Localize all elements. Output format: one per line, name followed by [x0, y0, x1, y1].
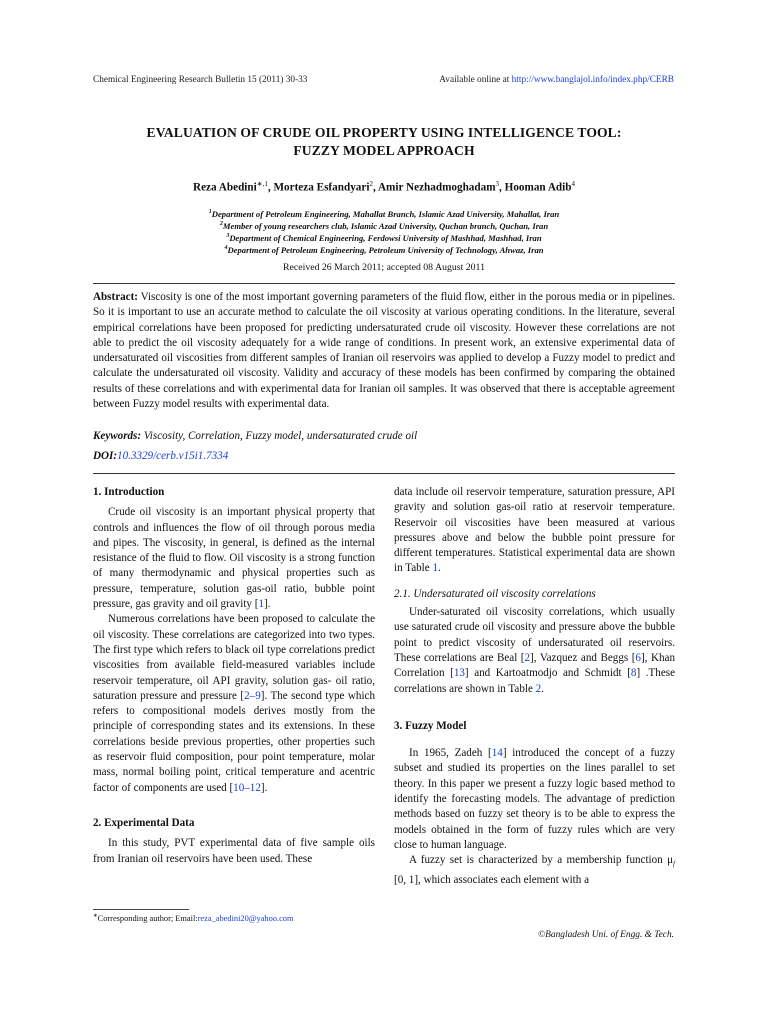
corresponding-author-footnote: ∗Corresponding author; Email:reza_abedini20@yahoo.com [93, 913, 294, 923]
journal-citation: Chemical Engineering Research Bulletin 15 (2011) 30-33 [93, 75, 308, 85]
author-name: Reza Abedini [193, 181, 257, 194]
copyright-notice: ©Bangladesh Uni. of Engg. & Tech. [538, 930, 674, 940]
fuzzy-paragraph-2: A fuzzy set is characterized by a membership function $\mu_f$ [0, 1], which associates each element with a [394, 854, 675, 886]
title-line-2: FUZZY MODEL APPROACH [293, 143, 475, 158]
abstract [93, 290, 675, 412]
fuzzy-paragraph-1: In 1965, Zadeh [14] introduced the concept of a fuzzy subset and studied its properties on the lines parallel to set theory. In this paper we present a fuzzy logic based method to identify the forecasting models. The advantage of prediction methods based on fuzzy set theory is to be able to express the models obtained in the form of fuzzy rules which are very close to human language. [394, 747, 675, 851]
author-list: Reza Abedini$^{∗,1}$, Morteza Esfandyari$^2$, Amir Nezhadmoghadam$^3$, Hooman Adib$^4$ [193, 180, 575, 194]
citation-link[interactable]: 6 [635, 651, 641, 664]
right-column [394, 485, 675, 888]
intro-paragraph-2: Numerous correlations have been proposed to calculate the oil viscosity. These correlations are categorized into two types. The first type which refers to black oil type correlations predict viscosities from available field-measured variables include reservoir temperature, oil API gravity, solution gas- oil ratio, saturation pressure and pressure [2–9]. The second type which refers to compositional models derives mostly from the principle of corresponding states and its extensions. In these correlations beside previous properties, other properties such as reservoir fluid composition, pour point temperature, molar mass, normal boiling point, critical temperature and acentric factor of components are used [10–12]. [93, 613, 375, 794]
section-heading-fuzzy: 3. Fuzzy Model [394, 719, 467, 732]
author-name: Morteza Esfandyari [273, 181, 370, 194]
citation-link[interactable]: 8 [630, 667, 637, 680]
author-name: Amir Nezhadmoghadam [377, 181, 496, 194]
intro-paragraph-1: Crude oil viscosity is an important physical property that controls and influences the flow of oil through porous media and pipes. The viscosity, in general, is defined as the internal resistance of the fluid to flow. Oil viscosity is a strong function of many thermodynamic and physical properties such as pressure, temperature, solution gas-oil ratio, bubble point pressure, gas gravity and oil gravity [1]. [93, 506, 375, 611]
subsection-2-1-paragraph: Under-saturated oil viscosity correlations, which usually use saturated crude oil viscosity and pressure above the bubble point to predict viscosity of undersaturated oil reservoirs. These correlations are Beal [2], Vazquez and Beggs [6], Khan Correlation [13] and Kartoatmodjo and Schmidt [8] .These correlations are shown in Table 2. [394, 606, 676, 695]
copyright-icon: © [538, 930, 546, 940]
subsection-heading-2-1: 2.1. Undersaturated oil viscosity correlations [394, 587, 596, 600]
availability-prefix: Available online at [439, 75, 512, 85]
section-heading-intro: 1. Introduction [93, 486, 165, 498]
affiliation-line: $^1$Department of Petroleum Engineering, Mahallat Branch, Islamic Azad University, Mahallat, Iran [208, 208, 560, 219]
paper-title [93, 124, 675, 160]
divider-top [93, 283, 675, 284]
section-heading-experimental: 2. Experimental Data [93, 816, 195, 829]
doi-label: DOI: [93, 450, 118, 462]
received-dates: Received 26 March 2011; accepted 08 August 2011 [283, 262, 485, 273]
doi [93, 450, 675, 462]
table-ref-link[interactable]: 2 [535, 682, 542, 695]
title-line-1: EVALUATION OF CRUDE OIL PROPERTY USING INTELLIGENCE TOOL: [146, 125, 622, 140]
author-sup: 4 [571, 180, 575, 188]
citation-link[interactable]: 2 [524, 651, 531, 664]
keywords [93, 430, 675, 442]
affiliation-line: $^4$Department of Petroleum Engineering, Petroleum University of Technology, Ahwaz, Iran [224, 245, 544, 256]
citation-link[interactable]: 2–9 [244, 689, 261, 702]
footnote-divider [93, 909, 189, 910]
table-ref-link[interactable]: 1 [432, 562, 439, 575]
left-column [93, 485, 375, 867]
citation-link[interactable]: 1 [258, 598, 264, 611]
affiliation-line: $^3$Department of Chemical Engineering, Ferdowsi University of Mashhad, Mashhad, Iran [226, 233, 542, 244]
citation-link[interactable]: 14 [491, 747, 503, 760]
experimental-paragraph-1: In this study, PVT experimental data of five sample oils from Iranian oil reservoirs have been used. These [93, 837, 375, 865]
divider-bottom [93, 473, 675, 474]
author-name: Hooman Adib [504, 181, 572, 194]
author-email-link[interactable]: reza_abedini20@yahoo.com [197, 913, 294, 923]
affiliation-line: $^2$Member of young researchers club, Islamic Azad University, Quchan branch, Quchan, Iran [219, 221, 549, 232]
doi-link[interactable]: 10.3329/cerb.v15i1.7334 [117, 450, 229, 462]
keywords-label: Keywords: [93, 430, 142, 442]
author-sup: ∗,1 [256, 180, 268, 188]
experimental-paragraph-1-cont: data include oil reservoir temperature, saturation pressure, API gravity and solution gas-oil ratio at reservoir temperature. Reservoir oil viscosities have been measured at various pressures above and below the bubble point pressure for different temperatures. Statistical experimental data are shown in Table 1. [394, 486, 675, 575]
keywords-text: Viscosity, Correlation, Fuzzy model, undersaturated crude oil [141, 430, 418, 442]
citation-link[interactable]: 13 [453, 667, 465, 680]
affiliations [93, 207, 675, 256]
author-sup: 3 [495, 180, 500, 188]
journal-url-link[interactable]: http://www.banglajol.info/index.php/CERB [511, 75, 674, 85]
availability-line [439, 75, 674, 85]
abstract-text: Viscosity is one of the most important governing parameters of the fluid flow, either in the porous media or in pipelines. So it is important to use an accurate method to calculate the oil viscosity at various operating conditions. In the literature, several empirical correlations have been proposed for predicting undersaturated crude oil viscosity. However these correlations are not able to predict the oil viscosity adequately for a wide range of conditions. In present work, an extensive experimental data of undersaturated oil viscosities from different samples of Iranian oil reservoirs was applied to develop a Fuzzy model to predict and calculate the undersaturated oil viscosity. Validity and accuracy of these models has been confirmed by comparing the obtained results of these correlations and with experimental data for Iranian oil samples. It was observed that there is acceptable agreement between Fuzzy model results with experimental data. [93, 291, 675, 411]
citation-link[interactable]: 10–12 [233, 781, 261, 794]
abstract-label: Abstract: [93, 291, 138, 303]
author-sup: 2 [369, 180, 373, 188]
